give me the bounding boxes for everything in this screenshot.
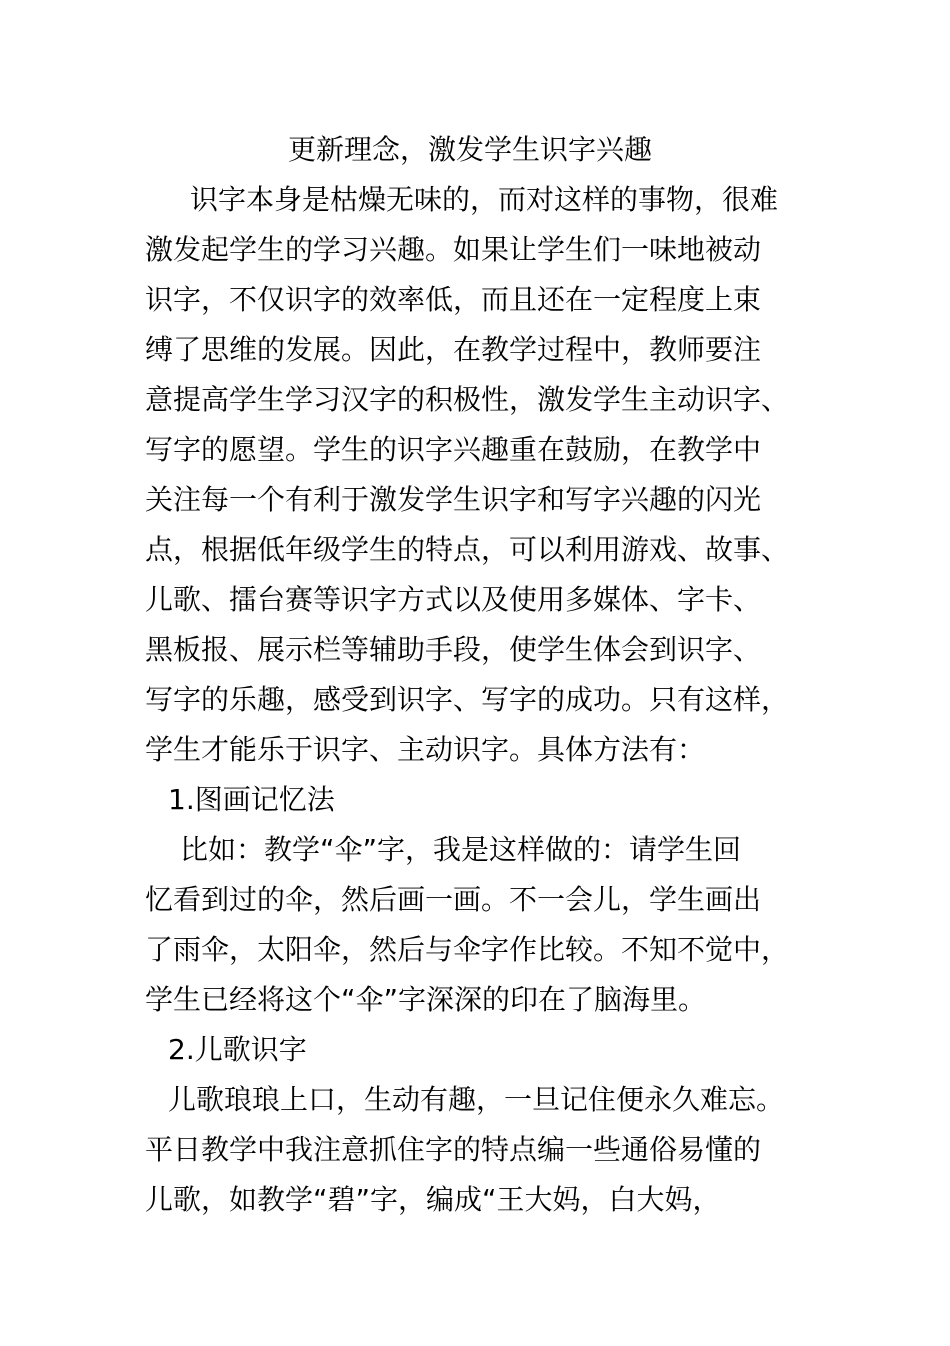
paragraph-line: 写字的乐趣，感受到识字、写字的成功。只有这样，: [145, 683, 790, 716]
section-heading-1: 1.图画记忆法: [168, 783, 335, 816]
paragraph-line: 儿歌，如教学“碧”字，编成“王大妈，白大妈，: [145, 1183, 721, 1216]
paragraph-line: 学生才能乐于识字、主动识字。具体方法有：: [145, 733, 706, 766]
paragraph-line: 识字，不仅识字的效率低，而且还在一定程度上束: [145, 283, 762, 316]
paragraph-line: 识字本身是枯燥无味的，而对这样的事物，很难: [190, 183, 779, 216]
paragraph-line: 关注每一个有利于激发学生识字和写字兴趣的闪光: [145, 483, 762, 516]
paragraph-line: 儿歌琅琅上口，生动有趣，一旦记住便永久难忘。: [168, 1083, 785, 1116]
paragraph-line: 学生已经将这个“伞”字深深的印在了脑海里。: [145, 983, 707, 1016]
paragraph-line: 忆看到过的伞，然后画一画。不一会儿，学生画出: [145, 883, 762, 916]
paragraph-line: 平日教学中我注意抓住字的特点编一些通俗易懂的: [145, 1133, 762, 1166]
paragraph-line: 点，根据低年级学生的特点，可以利用游戏、故事、: [145, 533, 790, 566]
paragraph-line: 儿歌、擂台赛等识字方式以及使用多媒体、字卡、: [145, 583, 762, 616]
section-heading-2: 2.儿歌识字: [168, 1033, 307, 1066]
paragraph-line: 黑板报、展示栏等辅助手段，使学生体会到识字、: [145, 633, 762, 666]
document-title: 更新理念，激发学生识字兴趣: [288, 133, 653, 166]
paragraph-line: 激发起学生的学习兴趣。如果让学生们一味地被动: [145, 233, 762, 266]
paragraph-line: 了雨伞，太阳伞，然后与伞字作比较。不知不觉中，: [145, 933, 790, 966]
paragraph-line: 比如：教学“伞”字，我是这样做的：请学生回: [180, 833, 742, 866]
paragraph-line: 缚了思维的发展。因此，在教学过程中，教师要注: [145, 333, 762, 366]
paragraph-line: 意提高学生学习汉字的积极性，激发学生主动识字、: [145, 383, 790, 416]
paragraph-line: 写字的愿望。学生的识字兴趣重在鼓励，在教学中: [145, 433, 762, 466]
